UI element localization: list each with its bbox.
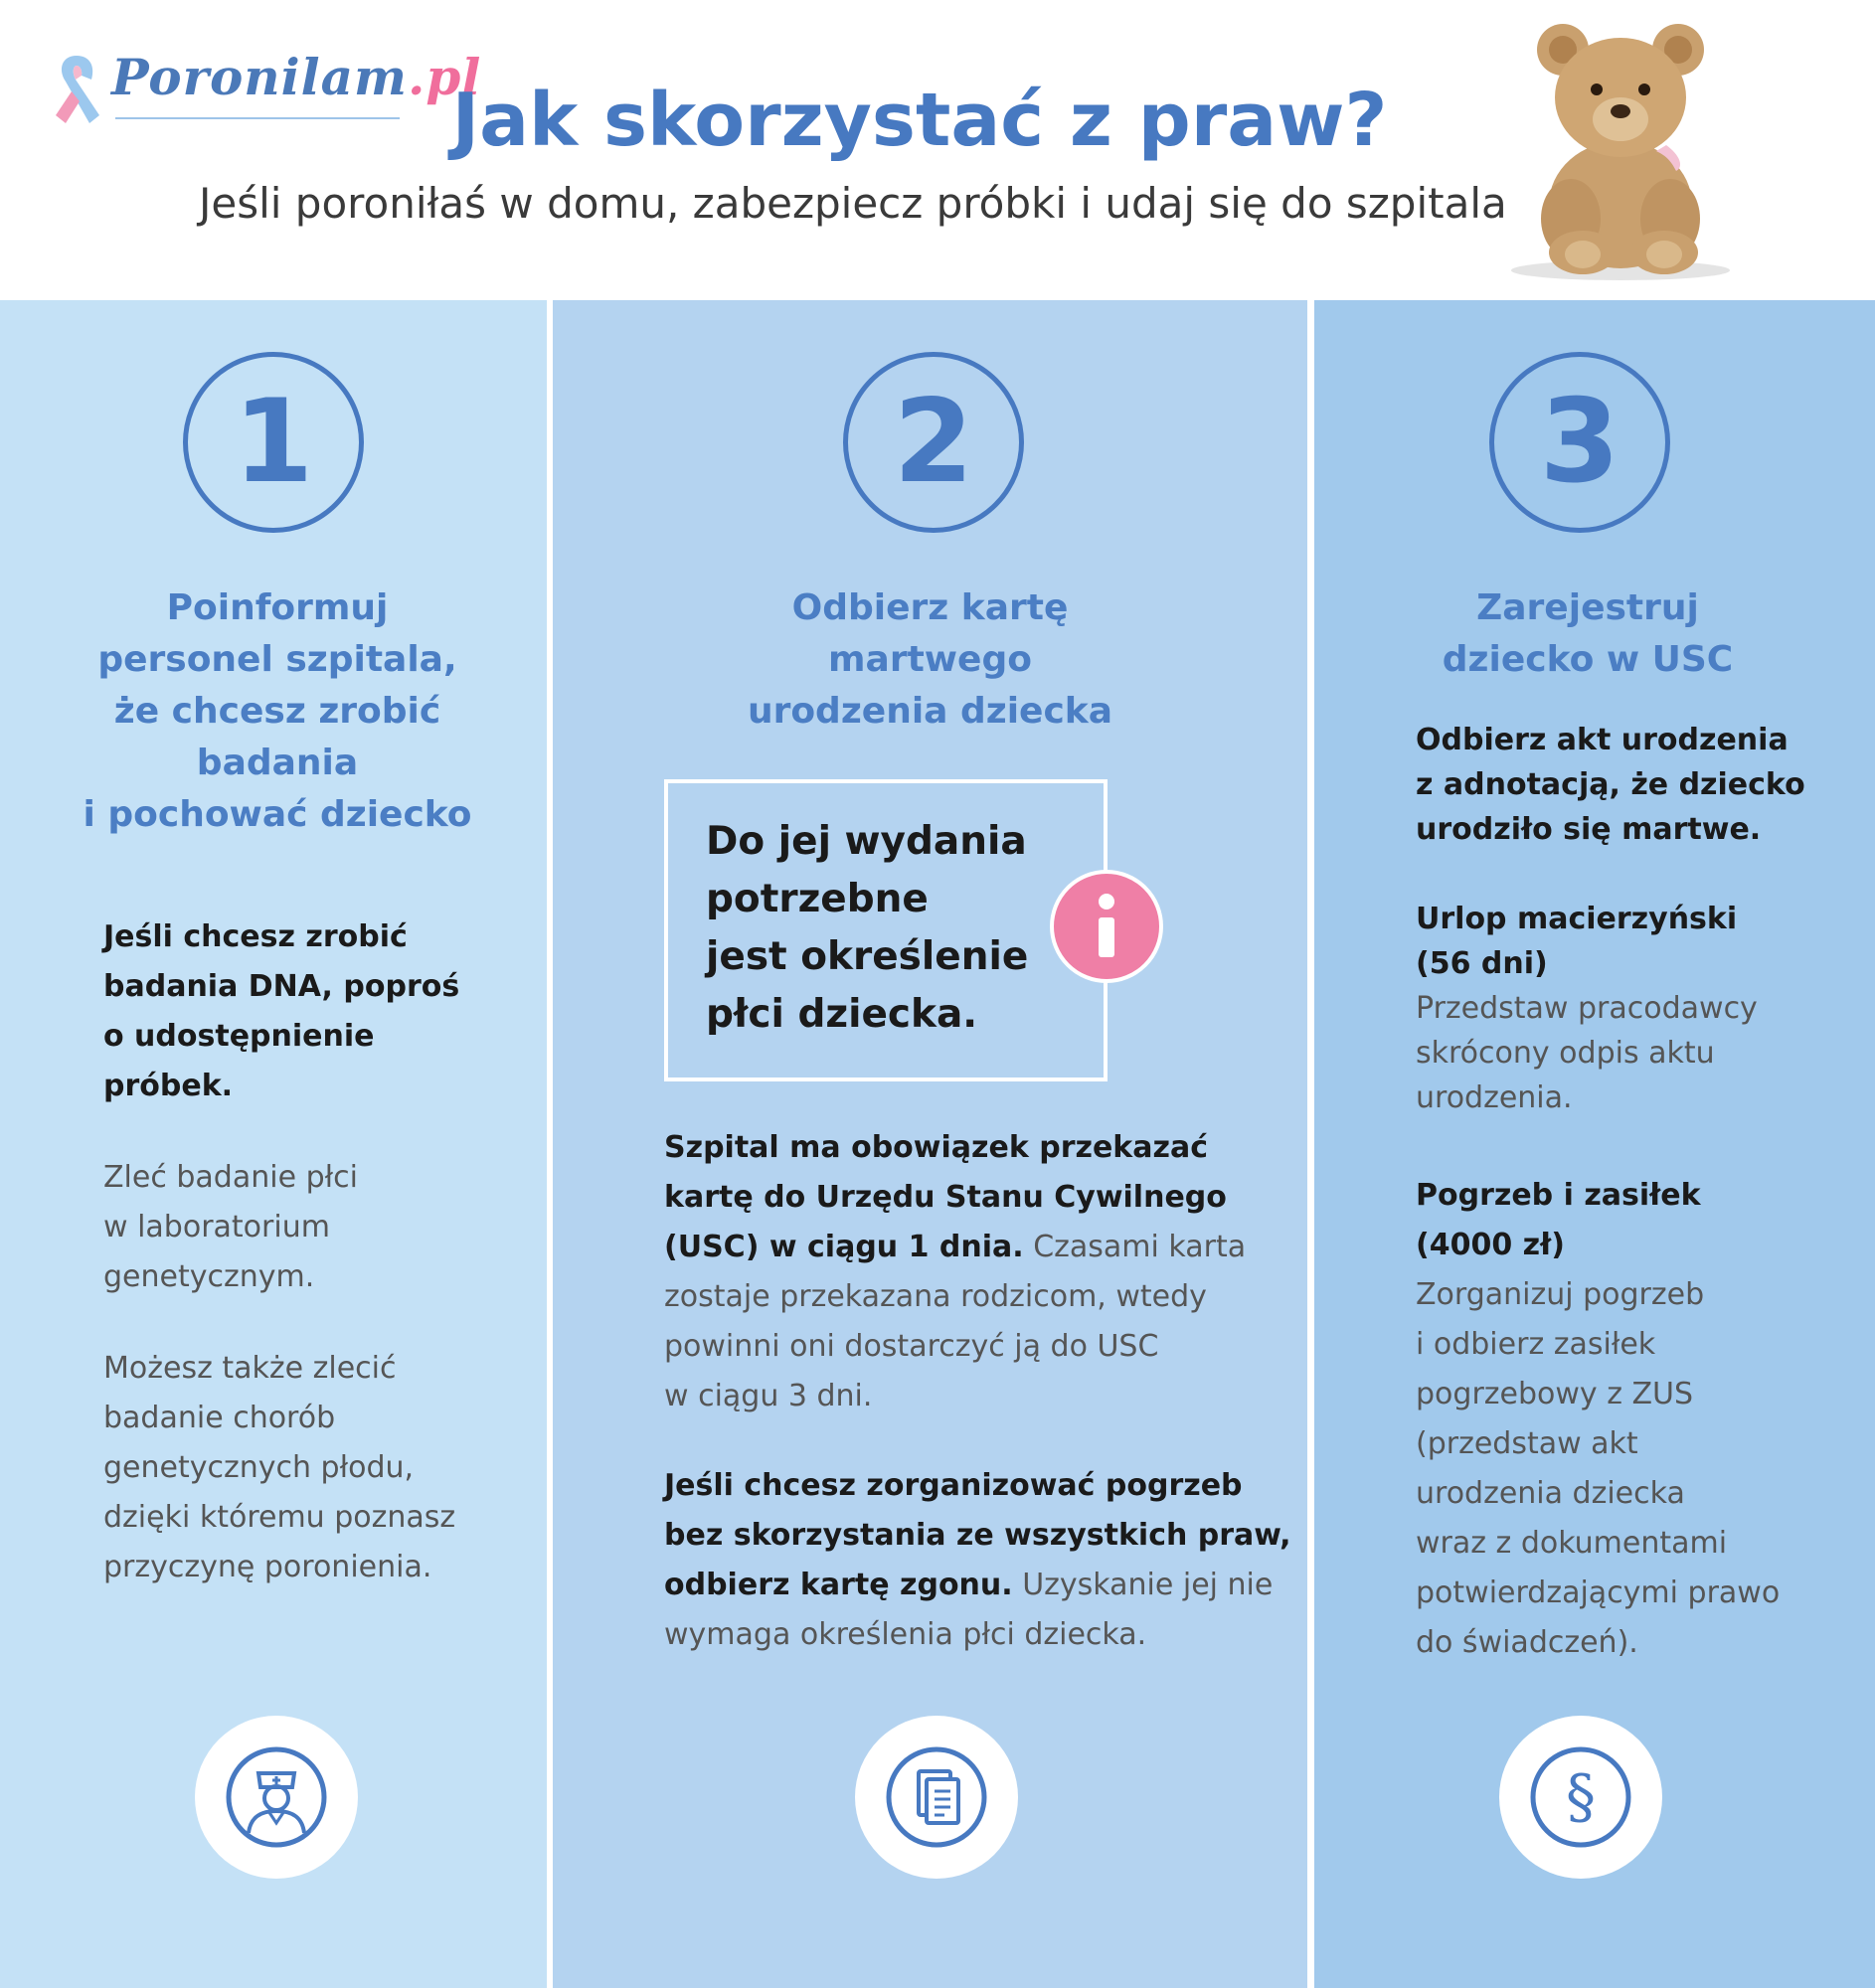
step-3-number: 3	[1489, 352, 1670, 533]
nurse-icon	[223, 1743, 330, 1851]
death-card-paragraph: Jeśli chcesz zorganizować pogrzeb bez skorzystania ze wszystkich praw, odbierz kartę zgonu. Uzyskanie jej nie wymaga określenia płci dziecka.	[664, 1468, 1291, 1652]
info-box-text: Do jej wydania potrzebne jest określenie płci dziecka.	[706, 819, 1029, 1037]
birth-act-paragraph: Odbierz akt urodzenia z adnotacją, że dziecko urodziło się martwe.	[1416, 723, 1805, 847]
page-subtitle: Jeśli poroniłaś w domu, zabezpiecz próbki i udaj się do szpitala	[199, 179, 1507, 228]
step-3-column	[1314, 300, 1875, 1988]
step-1-icon-badge	[195, 1716, 358, 1879]
dna-samples-paragraph: Jeśli chcesz zrobić badania DNA, poproś o udostępnienie próbek.	[103, 919, 460, 1103]
logo-name: Poronilam	[111, 48, 408, 106]
step-2-title: Odbierz kartę martwego urodzenia dziecka	[747, 587, 1113, 732]
teddy-bear-image	[1471, 10, 1750, 288]
step-1-number: 1	[183, 352, 364, 533]
document-icon	[883, 1743, 990, 1851]
step-3-title: Zarejestruj dziecko w USC	[1442, 587, 1734, 680]
logo	[46, 48, 482, 127]
info-icon	[1050, 870, 1163, 983]
logo-tld: .pl	[407, 48, 482, 106]
step-3-icon-badge	[1499, 1716, 1662, 1879]
step-2-number: 2	[843, 352, 1024, 533]
sex-test-paragraph: Zleć badanie płci w laboratorium genetycznym.	[103, 1160, 358, 1294]
info-box	[664, 779, 1108, 1081]
step-1-title: Poinformuj personel szpitala, że chcesz zrobić badania i pochować dziecko	[83, 587, 472, 835]
genetic-disease-paragraph: Możesz także zlecić badanie chorób genetycznych płodu, dzięki któremu poznasz przyczynę poronienia.	[103, 1351, 456, 1584]
step-2-column	[553, 300, 1307, 1988]
page-title: Jak skorzystać z praw?	[451, 78, 1388, 163]
awareness-ribbon-icon	[46, 52, 107, 127]
step-2-icon-badge	[855, 1716, 1018, 1879]
paragraph-icon	[1527, 1743, 1634, 1851]
funeral-benefit-paragraph: Pogrzeb i zasiłek (4000 zł) Zorganizuj pogrzeb i odbierz zasiłek pogrzebowy z ZUS (przedstaw akt urodzenia dziecka wraz z dokumentami potwierdzającymi prawo do świadczeń).	[1416, 1178, 1781, 1660]
logo-underline	[115, 117, 400, 119]
usc-paragraph: Szpital ma obowiązek przekazać kartę do Urzędu Stanu Cywilnego (USC) w ciągu 1 dnia. Czasami karta zostaje przekazana rodzicom, wtedy powinni oni dostarczyć ją do USC w ciągu 3 dni.	[664, 1130, 1247, 1413]
svg-text:§: §	[1566, 1762, 1596, 1832]
step-1-column	[0, 300, 547, 1988]
maternity-leave-paragraph: Urlop macierzyński (56 dni) Przedstaw pracodawcy skrócony odpis aktu urodzenia.	[1416, 902, 1758, 1115]
